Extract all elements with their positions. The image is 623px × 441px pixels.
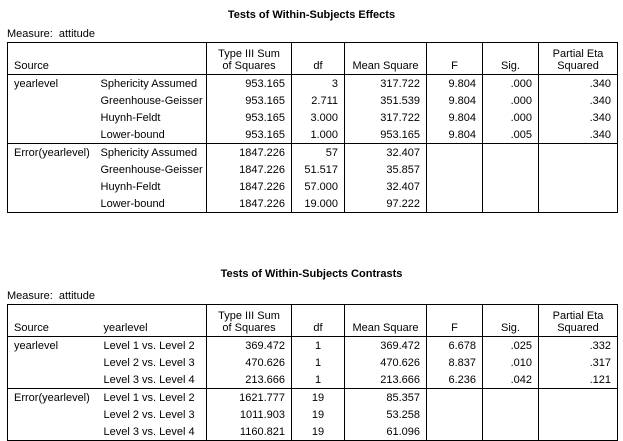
- f-cell: [427, 389, 483, 407]
- eta-cell: .332: [539, 337, 618, 355]
- f-cell: 8.837: [427, 354, 483, 371]
- source-cell: [8, 354, 98, 371]
- sig-cell: [483, 406, 539, 423]
- contrasts-measure-value: attitude: [58, 290, 95, 302]
- f-cell: 9.804: [427, 126, 483, 144]
- effects-header-eta-line2: Squared: [557, 60, 599, 72]
- table-row: [8, 406, 618, 423]
- correction-cell: Huynh-Feldt: [100, 112, 161, 124]
- contrast-cell: Level 3 vs. Level 4: [103, 374, 195, 386]
- ms-cell: 470.626: [345, 354, 427, 371]
- contrast-cell: Level 2 vs. Level 3: [103, 409, 195, 421]
- sig-cell: [483, 178, 539, 195]
- eta-cell: [539, 195, 618, 213]
- correction-cell: Sphericity Assumed: [95, 75, 207, 93]
- correction-cell: Lower-bound: [100, 129, 165, 141]
- effects-table: [7, 42, 618, 213]
- ms-cell: 35.857: [345, 161, 427, 178]
- sig-cell: [483, 195, 539, 213]
- contrasts-header-eta-line1: Partial Eta: [552, 310, 604, 322]
- ms-cell: 953.165: [345, 126, 427, 144]
- ss-cell: 1011.903: [207, 406, 292, 423]
- f-cell: 9.804: [427, 92, 483, 109]
- table-row: [8, 195, 618, 213]
- ms-cell: 317.722: [345, 109, 427, 126]
- contrasts-header-ms: Mean Square: [345, 305, 427, 337]
- df-cell: 57.000: [292, 178, 345, 195]
- contrast-cell: Level 2 vs. Level 3: [103, 357, 195, 369]
- effects-measure: [7, 28, 95, 40]
- effects-header-eta-line1: Partial Eta: [552, 48, 604, 60]
- ms-cell: 53.258: [345, 406, 427, 423]
- sig-cell: .000: [483, 109, 539, 126]
- ms-cell: 32.407: [345, 178, 427, 195]
- contrast-cell: Level 1 vs. Level 2: [98, 389, 207, 407]
- contrasts-table: [7, 304, 618, 441]
- eta-cell: .340: [539, 126, 618, 144]
- contrast-cell: Level 3 vs. Level 4: [103, 426, 195, 438]
- contrasts-header-eta: [539, 305, 618, 337]
- eta-cell: .340: [539, 75, 618, 93]
- source-cell: [8, 195, 95, 213]
- effects-measure-label: Measure:: [7, 28, 53, 40]
- ss-cell: 1847.226: [207, 178, 292, 195]
- table-row: [8, 389, 618, 407]
- sig-cell: .000: [483, 75, 539, 93]
- contrasts-header-source: Source: [8, 305, 98, 337]
- df-cell: 19: [292, 423, 345, 441]
- eta-cell: [539, 406, 618, 423]
- sig-cell: .042: [483, 371, 539, 389]
- correction-cell: Greenhouse-Geisser: [100, 164, 203, 176]
- table-row: [8, 371, 618, 389]
- eta-cell: [539, 144, 618, 162]
- sig-cell: .010: [483, 354, 539, 371]
- df-cell: 1: [292, 354, 345, 371]
- f-cell: [427, 161, 483, 178]
- sig-cell: [483, 389, 539, 407]
- effects-header-ss-line1: Type III Sum: [218, 48, 280, 60]
- df-cell: 3: [292, 75, 345, 93]
- df-cell: 3.000: [292, 109, 345, 126]
- table-row: [8, 75, 618, 93]
- ss-cell: 953.165: [207, 92, 292, 109]
- contrasts-header-ss-line1: Type III Sum: [218, 310, 280, 322]
- ms-cell: 61.096: [345, 423, 427, 441]
- effects-header-df: df: [292, 43, 345, 75]
- eta-cell: .340: [539, 92, 618, 109]
- ms-cell: 369.472: [345, 337, 427, 355]
- ss-cell: 953.165: [207, 75, 292, 93]
- ss-cell: 1621.777: [207, 389, 292, 407]
- ms-cell: 97.222: [345, 195, 427, 213]
- f-cell: [427, 406, 483, 423]
- contrast-cell: Level 1 vs. Level 2: [98, 337, 207, 355]
- df-cell: 51.517: [292, 161, 345, 178]
- effects-header-row: [8, 43, 618, 75]
- contrasts-header-row: [8, 305, 618, 337]
- effects-header-ss-line2: of Squares: [222, 60, 276, 72]
- ss-cell: 1847.226: [207, 195, 292, 213]
- ss-cell: 953.165: [207, 109, 292, 126]
- f-cell: [427, 195, 483, 213]
- df-cell: 57: [292, 144, 345, 162]
- f-cell: [427, 144, 483, 162]
- effects-title: Tests of Within-Subjects Effects: [227, 9, 396, 21]
- source-cell: Error(yearlevel): [8, 389, 98, 407]
- ss-cell: 953.165: [207, 126, 292, 144]
- ss-cell: 1847.226: [207, 161, 292, 178]
- effects-header-source: Source: [8, 43, 207, 75]
- source-cell: [8, 161, 95, 178]
- effects-header-eta: [539, 43, 618, 75]
- effects-header-ms: Mean Square: [345, 43, 427, 75]
- sig-cell: .005: [483, 126, 539, 144]
- f-cell: 6.678: [427, 337, 483, 355]
- contrasts-header-ss-line2: of Squares: [222, 322, 276, 334]
- source-cell: [8, 109, 95, 126]
- effects-measure-value: attitude: [58, 28, 95, 40]
- source-cell: [8, 178, 95, 195]
- ss-cell: 369.472: [207, 337, 292, 355]
- table-row: [8, 144, 618, 162]
- f-cell: 9.804: [427, 75, 483, 93]
- df-cell: 19: [292, 389, 345, 407]
- table-row: [8, 126, 618, 144]
- table-row: [8, 354, 618, 371]
- effects-header-sig: Sig.: [483, 43, 539, 75]
- eta-cell: [539, 178, 618, 195]
- eta-cell: .340: [539, 109, 618, 126]
- ms-cell: 351.539: [345, 92, 427, 109]
- f-cell: 6.236: [427, 371, 483, 389]
- f-cell: 9.804: [427, 109, 483, 126]
- contrasts-header-sig: Sig.: [483, 305, 539, 337]
- ms-cell: 85.357: [345, 389, 427, 407]
- contrasts-measure-label: Measure:: [7, 290, 53, 302]
- source-cell: [8, 92, 95, 109]
- contrasts-title: Tests of Within-Subjects Contrasts: [220, 268, 403, 280]
- source-cell: [8, 406, 98, 423]
- df-cell: 19: [292, 406, 345, 423]
- contrasts-header-f: F: [427, 305, 483, 337]
- df-cell: 2.711: [292, 92, 345, 109]
- df-cell: 1: [292, 371, 345, 389]
- contrasts-header-df: df: [292, 305, 345, 337]
- effects-header-f: F: [427, 43, 483, 75]
- table-row: [8, 92, 618, 109]
- contrasts-header-ss: [207, 305, 292, 337]
- eta-cell: [539, 161, 618, 178]
- ms-cell: 32.407: [345, 144, 427, 162]
- contrasts-measure: [7, 290, 95, 302]
- ms-cell: 213.666: [345, 371, 427, 389]
- eta-cell: [539, 389, 618, 407]
- contrasts-header-eta-line2: Squared: [557, 322, 599, 334]
- df-cell: 19.000: [292, 195, 345, 213]
- table-row: [8, 178, 618, 195]
- source-cell: [8, 371, 98, 389]
- ms-cell: 317.722: [345, 75, 427, 93]
- sig-cell: .025: [483, 337, 539, 355]
- ss-cell: 213.666: [207, 371, 292, 389]
- f-cell: [427, 178, 483, 195]
- effects-header-ss: [207, 43, 292, 75]
- ss-cell: 1847.226: [207, 144, 292, 162]
- correction-cell: Lower-bound: [100, 198, 165, 210]
- table-row: [8, 109, 618, 126]
- correction-cell: Huynh-Feldt: [100, 181, 161, 193]
- source-cell: [8, 126, 95, 144]
- table-row: [8, 161, 618, 178]
- df-cell: 1.000: [292, 126, 345, 144]
- source-cell: yearlevel: [8, 337, 98, 355]
- table-row: [8, 337, 618, 355]
- source-cell: Error(yearlevel): [8, 144, 95, 162]
- contrasts-header-yearlevel: yearlevel: [98, 305, 207, 337]
- eta-cell: .121: [539, 371, 618, 389]
- sig-cell: [483, 144, 539, 162]
- eta-cell: .317: [539, 354, 618, 371]
- source-cell: yearlevel: [8, 75, 95, 93]
- ss-cell: 1160.821: [207, 423, 292, 441]
- correction-cell: Sphericity Assumed: [95, 144, 207, 162]
- sig-cell: [483, 161, 539, 178]
- df-cell: 1: [292, 337, 345, 355]
- correction-cell: Greenhouse-Geisser: [100, 95, 203, 107]
- ss-cell: 470.626: [207, 354, 292, 371]
- sig-cell: .000: [483, 92, 539, 109]
